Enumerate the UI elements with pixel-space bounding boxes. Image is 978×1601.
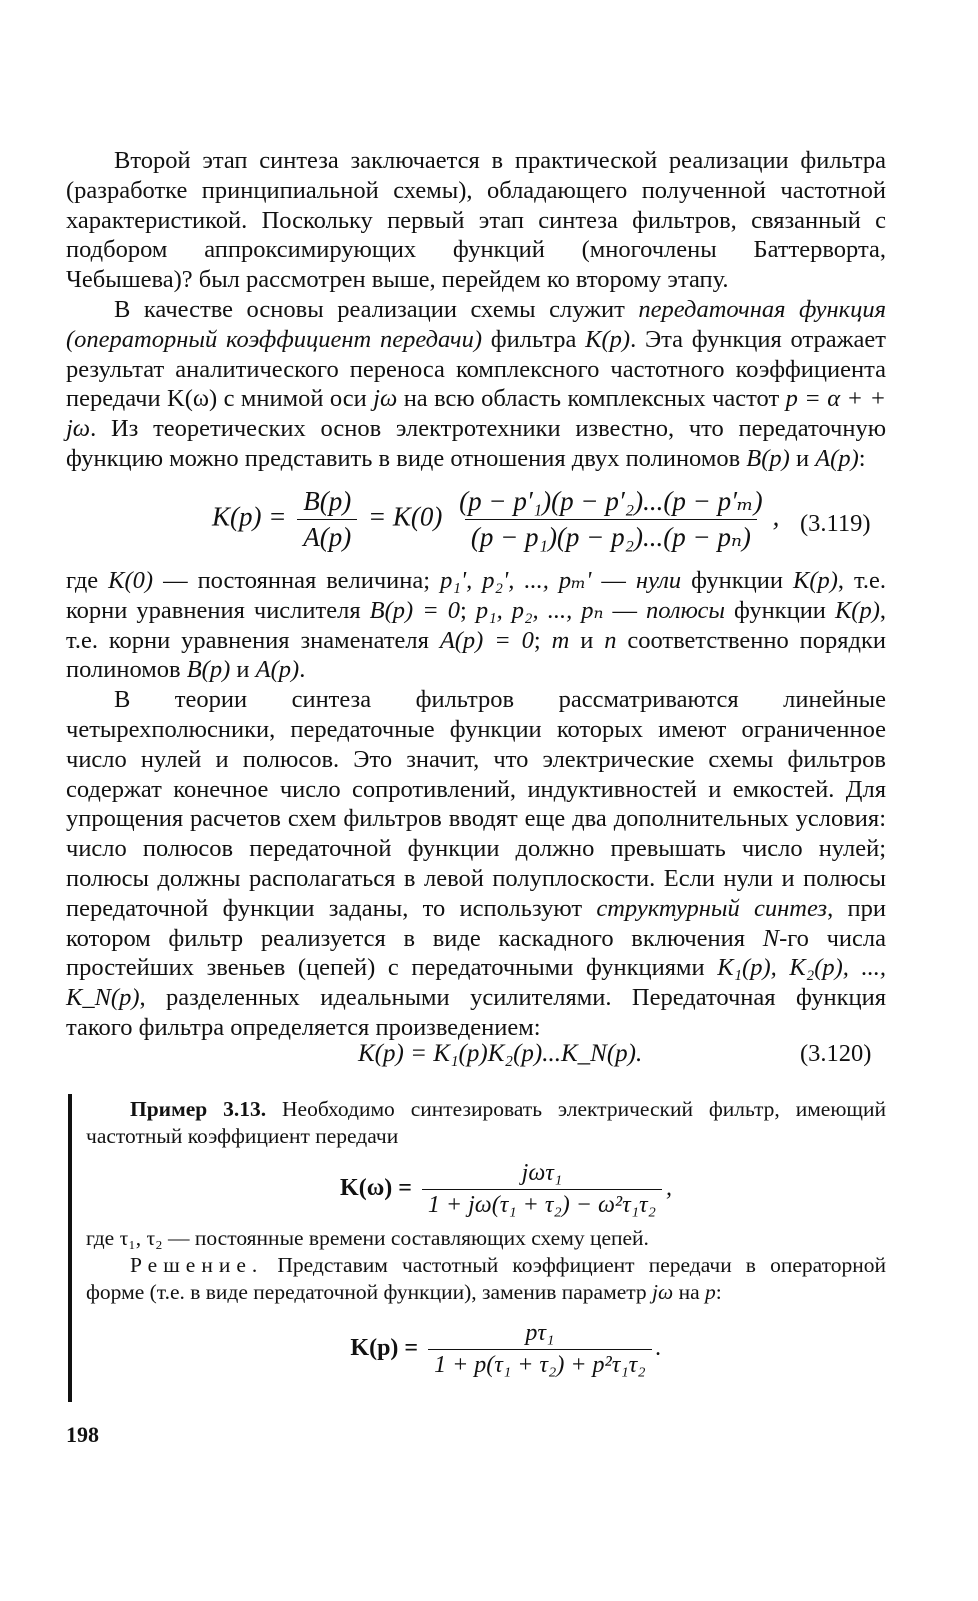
math-inline: B(p) — [186, 656, 231, 684]
example-statement — [86, 1096, 886, 1150]
text-span: и — [230, 656, 256, 684]
equation-tail: , — [665, 1175, 672, 1202]
fraction-numerator: (p − p′₁)(p − p′₂)...(p − p′ₘ) — [459, 486, 763, 516]
text-span: ; — [460, 596, 476, 624]
text-span: , т.е. корни уравнения знаменателя — [66, 596, 886, 654]
term-transfer-function: передаточная функция (операторный коэффициент передачи) — [66, 295, 887, 353]
math-inline: n — [604, 626, 617, 654]
equation-number-3-119: (3.119) — [800, 510, 871, 537]
text-span: : — [715, 1280, 722, 1304]
fraction-denominator: 1 + p(τ₁ + τ₂) + p²τ₁τ₂ — [428, 1349, 652, 1379]
equation-3-119 — [212, 486, 779, 553]
example-label: Пример 3.13. — [130, 1097, 267, 1121]
math-inline: K₁(p), K₂(p), ..., K_N(p) — [66, 954, 886, 1012]
example-3-13 — [86, 1096, 886, 1379]
fraction-denominator: 1 + jω(τ₁ + τ₂) − ω²τ₁τ₂ — [422, 1189, 662, 1219]
text-span: ; — [533, 626, 552, 654]
fraction-numerator: pτ₁ — [525, 1320, 555, 1346]
math-inline: p = α + + jω — [66, 385, 886, 443]
text-span: и — [569, 626, 605, 654]
equation-tail: , — [772, 501, 780, 532]
text-span: , при котором фильтр реализуется в виде каскадного включения — [66, 894, 886, 952]
example-equation-2 — [126, 1320, 886, 1379]
example-equation-1 — [126, 1160, 886, 1219]
text-span: — — [603, 596, 647, 624]
fraction-denominator: A(p) — [297, 519, 357, 553]
term-structural-synthesis: структурный синтез — [596, 894, 828, 922]
example-where: где τ₁, τ₂ — постоянные времени составляющих схему цепей. — [86, 1226, 649, 1250]
paragraph-structural-synthesis — [66, 685, 886, 1043]
example-margin-bar — [68, 1094, 72, 1402]
equation-3-120: K(p) = K₁(p)K₂(p)...K_N(p). — [358, 1040, 643, 1067]
example-solution — [86, 1252, 886, 1306]
math-inline: p — [705, 1280, 716, 1304]
text-span: функции — [681, 567, 793, 594]
math-inline: A(p) — [815, 444, 859, 472]
text-span: — — [591, 567, 636, 594]
text-span: соответственно порядки полиномов — [66, 626, 886, 684]
fraction — [422, 1160, 662, 1219]
math-inline: K(0) — [108, 567, 154, 594]
page-number: 198 — [66, 1422, 99, 1447]
fraction — [428, 1320, 652, 1379]
text-span: -го числа простейших звеньев (цепей) с передаточными функциями — [66, 924, 886, 982]
term-zeros: нули — [635, 567, 682, 594]
math-inline: jω — [373, 385, 398, 413]
text-span: : — [858, 444, 866, 472]
text-span: и — [789, 444, 816, 472]
text-span: функции — [725, 596, 835, 624]
math-inline: K(p) — [793, 567, 838, 594]
equation-tail: . — [655, 1335, 662, 1362]
fraction-b-over-a — [297, 486, 357, 553]
text-span: В качестве основы реализации схемы служит — [114, 295, 639, 323]
text-span: — постоянная величина; — [153, 567, 441, 594]
text-span: . Из теоретических основ электротехники известно, что передаточную функцию можно представить в виде отношения двух полиномов — [66, 415, 886, 472]
math-inline: m — [551, 626, 570, 654]
math-inline: N — [762, 924, 780, 952]
math-inline: A(p) — [255, 656, 300, 684]
math-inline: jω — [652, 1280, 674, 1304]
math-inline: B(p) — [746, 444, 790, 472]
fraction-denominator: (p − p₁)(p − p₂)...(p − pₙ) — [465, 519, 757, 553]
middle-text-block — [66, 566, 886, 1043]
math-inline: K(ω) — [167, 385, 218, 413]
fraction-numerator: B(p) — [303, 486, 352, 516]
text-span: , разделенных идеальными усилителями. Передаточная функция такого фильтра определяется произведением: — [66, 984, 886, 1041]
text-span: с мнимой оси — [217, 385, 374, 413]
math-inline: p₁, p₂, ..., pₙ — [475, 596, 604, 624]
fraction-numerator: jωτ₁ — [521, 1160, 563, 1186]
text-span: фильтра — [482, 325, 586, 353]
fraction-zeros-poles — [453, 486, 768, 553]
text-span: . — [299, 656, 306, 684]
equation-lhs: K(ω) = — [340, 1175, 412, 1202]
text-span: где — [66, 567, 109, 594]
text-span: Необходимо синтезировать электрический фильтр, имеющий частотный коэффициент передачи — [86, 1097, 886, 1148]
text-span: В теории синтеза фильтров рассматриваются линейные четырехполюсники, передаточные функции которых имеют ограниченное число нулей и полюсов. Это значит, что электрические схемы фильтров содержат конечное число сопротивлений, индуктивностей и емкостей. Для упрощения расчетов схем фильтров вводят еще два дополнительных условия: число полюсов передаточной функции должно превышать число нулей; полюсы должны располагаться в левой полуплоскости. Если нули и полюсы передаточной функции заданы, то используют — [66, 686, 886, 922]
paragraph-zeros-poles — [66, 566, 886, 685]
equation-lhs: K(p) = — [212, 501, 287, 532]
paragraph-transfer-function — [66, 295, 886, 474]
text-span: Представим частотный коэффициент передачи в операторной форме (т.е. в виде передаточной функции), заменив параметр — [86, 1253, 886, 1304]
math-inline: p₁', p₂', ..., pₘ' — [440, 567, 592, 594]
math-inline: K(p) — [585, 325, 631, 353]
text-span: . Эта функция отражает результат аналитического переноса комплексного частотного коэффициента передачи — [66, 325, 886, 413]
term-poles: полюсы — [646, 596, 726, 624]
solution-label: Решение. — [130, 1253, 264, 1277]
equation-lhs: K(p) = — [350, 1335, 419, 1362]
equation-number-3-120: (3.120) — [800, 1040, 872, 1067]
text-span: на всю область комплексных частот — [397, 385, 786, 413]
text-span: на — [673, 1280, 706, 1304]
paragraph-synthesis-stage: Второй этап синтеза заключается в практической реализации фильтра (разработке принципиальной схемы), обладающего полученной частотной характеристикой. Поскольку первый этап синтеза фильтров, связанный с подбором аппроксимирующих функций (многочлены Баттерворта, Чебышева)? был рассмотрен выше, перейдем ко второму этапу. — [66, 147, 886, 294]
math-inline: A(p) = 0 — [439, 626, 534, 654]
text-span: , т.е. корни уравнения числителя — [66, 567, 887, 624]
math-inline: B(p) = 0 — [369, 596, 461, 624]
top-text-block — [66, 146, 886, 474]
equation-middle: = K(0) — [367, 501, 443, 532]
math-inline: K(p) — [834, 596, 880, 624]
